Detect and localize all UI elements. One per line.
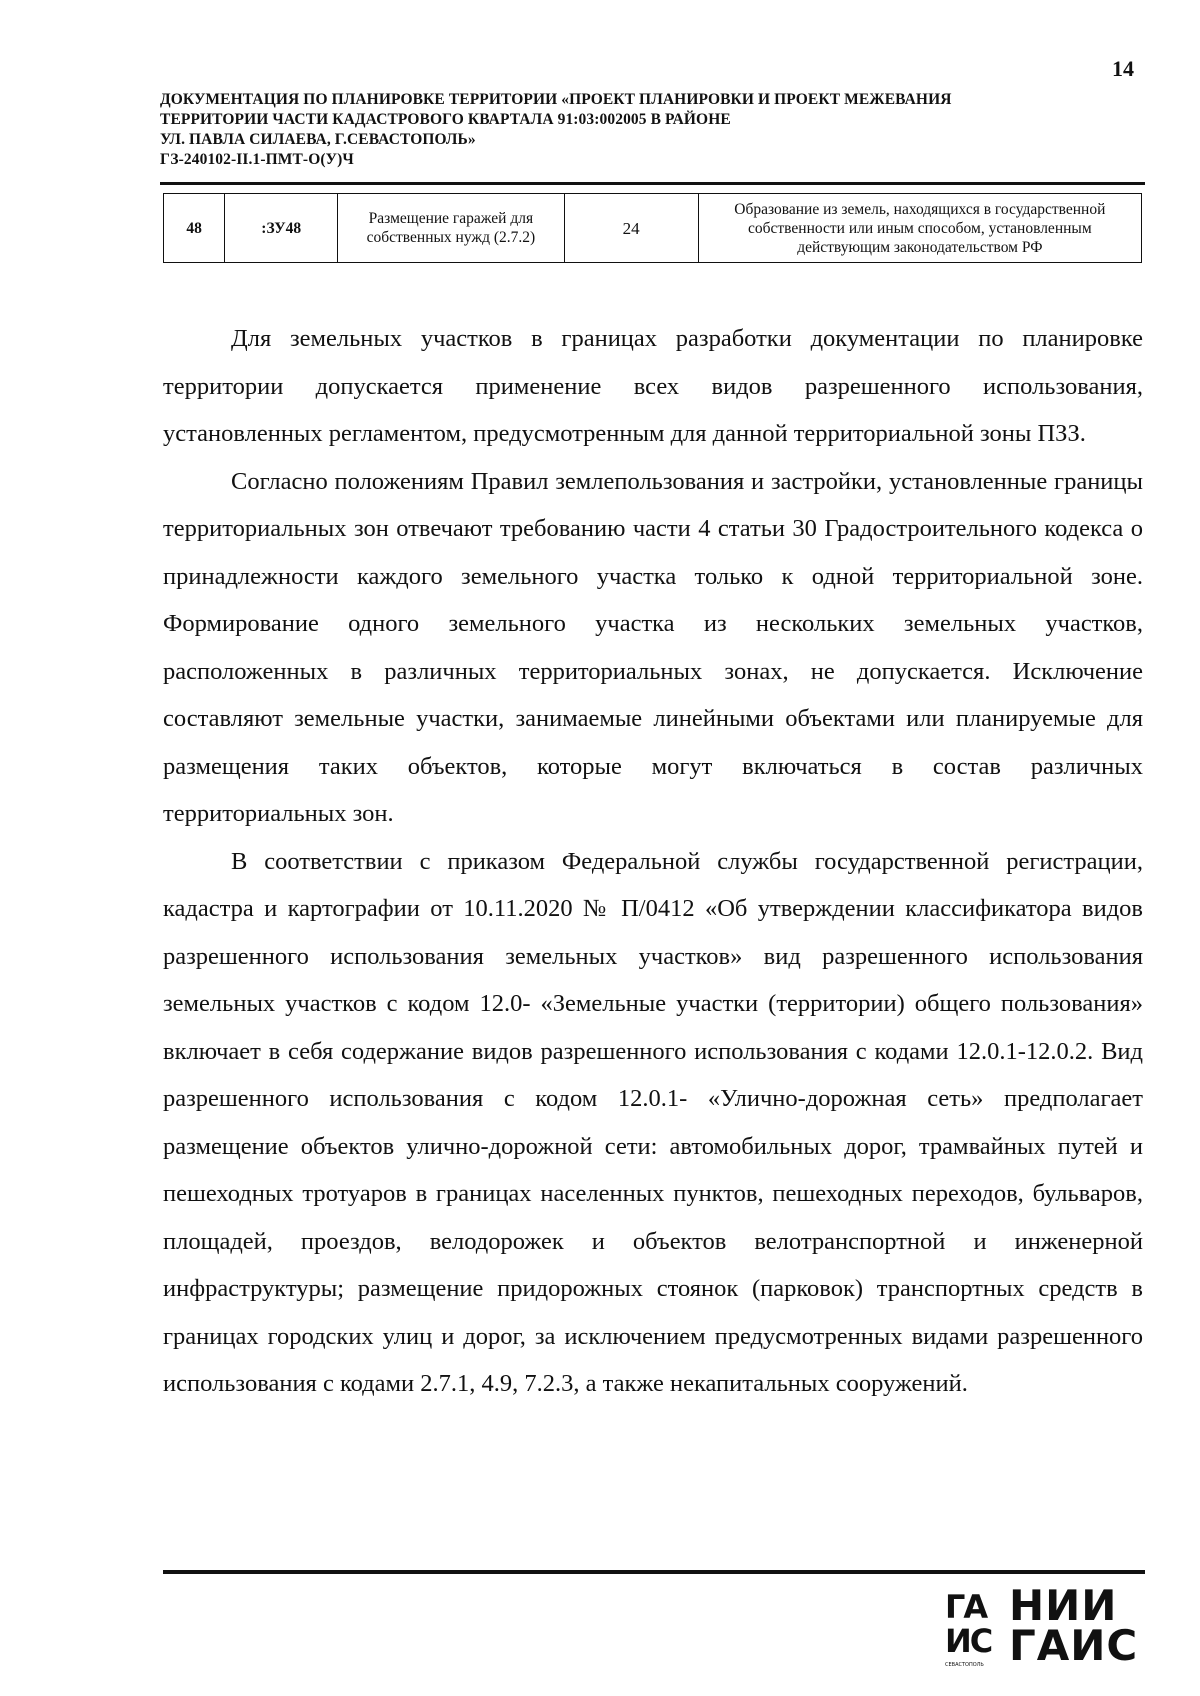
paragraph: Согласно положениям Правил землепользования и застройки, установленные границы территориальных зон отвечают требованию части 4 статьи 30 Градостроительного кодекса о принадлежности каждого земельного участка только к одной территориальной зоне. Формирование одного земельного участка из нескольких земельных участков, расположенных в различных территориальных зонах, не допускается. Исключение составляют земельные участки, занимаемые линейными объектами или планируемые для размещения таких объектов, которые могут включаться в состав различных территориальных зон. <box>163 467 1143 827</box>
logo-mark <box>945 1590 1001 1666</box>
header-divider <box>160 182 1145 185</box>
header-document-code: ГЗ-240102-II.1-ПМТ-О(У)Ч <box>160 151 354 168</box>
footer-divider <box>163 1570 1145 1574</box>
logo-name-line-1: НИИ <box>1009 1581 1118 1630</box>
page-number: 14 <box>1112 56 1134 81</box>
logo-mark-top: ГА <box>945 1588 987 1626</box>
cell-formation-method: Образование из земель, находящихся в государственной собственности или иным способом, установленным действующим законодательством РФ <box>698 194 1141 263</box>
header-title-line-1: ДОКУМЕНТАЦИЯ ПО ПЛАНИРОВКЕ ТЕРРИТОРИИ «ПРОЕКТ ПЛАНИРОВКИ И ПРОЕКТ МЕЖЕВАНИЯ <box>160 91 952 108</box>
organization-logo <box>945 1581 1145 1676</box>
body-text <box>163 315 1143 1408</box>
cell-area: 24 <box>564 194 698 263</box>
document-header <box>160 90 1060 170</box>
table-row <box>164 194 1142 263</box>
paragraph: Для земельных участков в границах разработки документации по планировке территории допускается применение всех видов разрешенного использования, установленных регламентом, предусмотренным для данной территориальной зоны ПЗЗ. <box>163 325 1143 447</box>
land-plot-table <box>163 193 1142 263</box>
cell-designation: :ЗУ48 <box>225 194 338 263</box>
logo-name <box>1009 1581 1139 1670</box>
logo-name-line-2: ГАИС <box>1009 1621 1139 1670</box>
cell-permitted-use: Размещение гаражей для собственных нужд (2.7.2) <box>338 194 565 263</box>
paragraph: В соответствии с приказом Федеральной службы государственной регистрации, кадастра и картографии от 10.11.2020 № П/0412 «Об утверждении классификатора видов разрешенного использования земельных участков» вид разрешенного использования земельных участков с кодом 12.0- «Земельные участки (территории) общего пользования» включает в себя содержание видов разрешенного использования с кодами 12.0.1-12.0.2. Вид разрешенного использования с кодом 12.0.1- «Улично-дорожная сеть» предполагает размещение объектов улично-дорожной сети: автомобильных дорог, трамвайных путей и пешеходных тротуаров в границах населенных пунктов, пешеходных переходов, бульваров, площадей, проездов, велодорожек и объектов велотранспортной и инженерной инфраструктуры; размещение придорожных стоянок (парковок) транспортных средств в границах городских улиц и дорог, за исключением предусмотренных видами разрешенного использования с кодами 2.7.1, 4.9, 7.2.3, а также некапитальных сооружений. <box>163 847 1143 1397</box>
logo-mark-bottom: ИС <box>945 1622 992 1660</box>
logo-mark-caption: СЕВАСТОПОЛЬ <box>945 1662 984 1668</box>
header-title-line-3: УЛ. ПАВЛА СИЛАЕВА, Г.СЕВАСТОПОЛЬ» <box>160 131 476 148</box>
header-title-line-2: ТЕРРИТОРИИ ЧАСТИ КАДАСТРОВОГО КВАРТАЛА 91:03:002005 В РАЙОНЕ <box>160 111 731 128</box>
cell-number: 48 <box>164 194 225 263</box>
